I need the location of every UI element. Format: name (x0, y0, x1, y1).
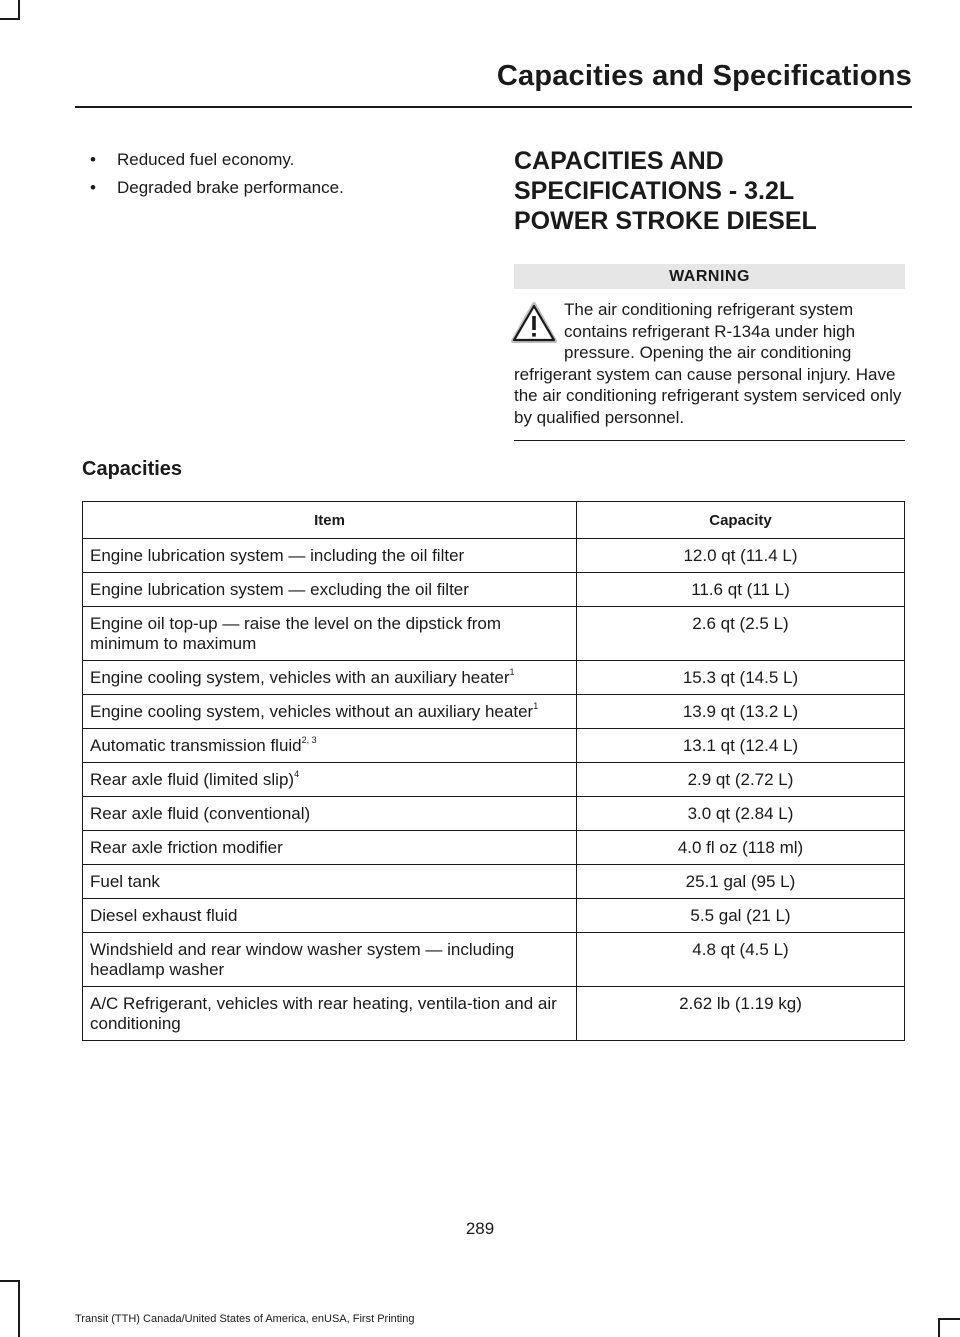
table-row (83, 797, 905, 831)
capacities-heading: Capacities (82, 458, 183, 480)
list-item-text: Reduced fuel economy. (117, 150, 295, 169)
table-row (83, 987, 905, 1041)
capacity-cell: 13.1 qt (12.4 L) (577, 729, 905, 763)
item-text: Engine lubrication system — including the oil filter (90, 546, 465, 565)
item-cell (83, 797, 577, 831)
item-cell (83, 899, 577, 933)
footnote-ref: 1 (533, 701, 539, 711)
corner-mark (0, 18, 20, 20)
capacity-cell: 13.9 qt (13.2 L) (577, 695, 905, 729)
left-column (90, 148, 470, 204)
capacities-table (82, 501, 905, 1041)
corner-mark (18, 1280, 20, 1337)
column-header-capacity: Capacity (577, 502, 905, 539)
item-cell (83, 933, 577, 987)
capacity-cell: 11.6 qt (11 L) (577, 573, 905, 607)
section-title-line: SPECIFICATIONS - 3.2L (514, 177, 795, 205)
warning-box (514, 299, 905, 428)
corner-mark (938, 1318, 960, 1320)
item-text: Rear axle fluid (conventional) (90, 804, 311, 823)
list-item (90, 176, 470, 204)
item-text: Rear axle fluid (limited slip) (90, 770, 295, 789)
capacity-cell: 2.6 qt (2.5 L) (577, 607, 905, 661)
right-column (514, 146, 905, 441)
bullet-list (90, 148, 470, 204)
item-cell (83, 831, 577, 865)
item-text: Windshield and rear window washer system — including headlamp washer (90, 940, 515, 979)
capacity-cell: 4.8 qt (4.5 L) (577, 933, 905, 987)
table-row (83, 933, 905, 987)
item-cell (83, 695, 577, 729)
footnote-ref: 1 (509, 667, 515, 677)
corner-mark (18, 0, 20, 20)
item-cell (83, 865, 577, 899)
item-text: Engine oil top-up — raise the level on the dipstick from minimum to maximum (90, 614, 502, 653)
item-text: Fuel tank (90, 872, 160, 891)
page-number: 289 (465, 1219, 495, 1238)
list-item (90, 148, 470, 176)
table-row (83, 539, 905, 573)
item-cell (83, 661, 577, 695)
table-row (83, 695, 905, 729)
header-rule (75, 106, 912, 108)
section-title-line: CAPACITIES AND (514, 147, 724, 175)
table-row (83, 607, 905, 661)
page-header-title: Capacities and Specifications (496, 60, 912, 92)
capacity-cell: 12.0 qt (11.4 L) (577, 539, 905, 573)
table-row (83, 899, 905, 933)
section-title-line: POWER STROKE DIESEL (514, 207, 817, 235)
corner-mark (938, 1318, 940, 1337)
capacity-cell: 2.9 qt (2.72 L) (577, 763, 905, 797)
item-text: Diesel exhaust fluid (90, 906, 238, 925)
item-text: Engine cooling system, vehicles without an auxiliary heater (90, 702, 534, 721)
item-cell (83, 573, 577, 607)
warning-rule (514, 440, 905, 441)
capacity-cell: 5.5 gal (21 L) (577, 899, 905, 933)
item-cell (83, 607, 577, 661)
item-text: Rear axle friction modifier (90, 838, 283, 857)
footnote-ref: 4 (294, 769, 300, 779)
item-text: Automatic transmission fluid (90, 736, 302, 755)
table-row (83, 763, 905, 797)
capacity-cell: 15.3 qt (14.5 L) (577, 661, 905, 695)
table-row (83, 831, 905, 865)
item-text: Engine lubrication system — excluding the oil filter (90, 580, 469, 599)
capacity-cell: 2.62 lb (1.19 kg) (577, 987, 905, 1041)
capacity-cell: 25.1 gal (95 L) (577, 865, 905, 899)
corner-mark (0, 1280, 20, 1282)
capacity-cell: 4.0 fl oz (118 ml) (577, 831, 905, 865)
footnote-ref: 2, 3 (301, 735, 317, 745)
section-title (514, 146, 905, 236)
table-row (83, 661, 905, 695)
warning-triangle-icon (510, 301, 558, 345)
bullet-symbol: • (90, 178, 96, 197)
bullet-symbol: • (90, 150, 96, 169)
item-cell (83, 987, 577, 1041)
item-cell (83, 539, 577, 573)
column-header-item: Item (83, 502, 577, 539)
warning-label: WARNING (514, 264, 905, 289)
item-text: A/C Refrigerant, vehicles with rear heating, ventila-tion and air conditioning (90, 994, 557, 1033)
item-cell (83, 763, 577, 797)
item-text: Engine cooling system, vehicles with an auxiliary heater (90, 668, 510, 687)
warning-text: The air conditioning refrigerant system contains refrigerant R-134a under high pressure. Opening the air conditioning refrigerant system can cause personal injury. Have the air conditioning refrigerant system serviced only by qualified personnel. (514, 300, 902, 427)
footer-text: Transit (TTH) Canada/United States of America, enUSA, First Printing (75, 1313, 415, 1325)
item-cell (83, 729, 577, 763)
table-body (83, 539, 905, 1041)
capacity-cell: 3.0 qt (2.84 L) (577, 797, 905, 831)
table-row (83, 573, 905, 607)
table-row (83, 865, 905, 899)
list-item-text: Degraded brake performance. (117, 178, 344, 197)
table-header-row (83, 502, 905, 539)
table-row (83, 729, 905, 763)
